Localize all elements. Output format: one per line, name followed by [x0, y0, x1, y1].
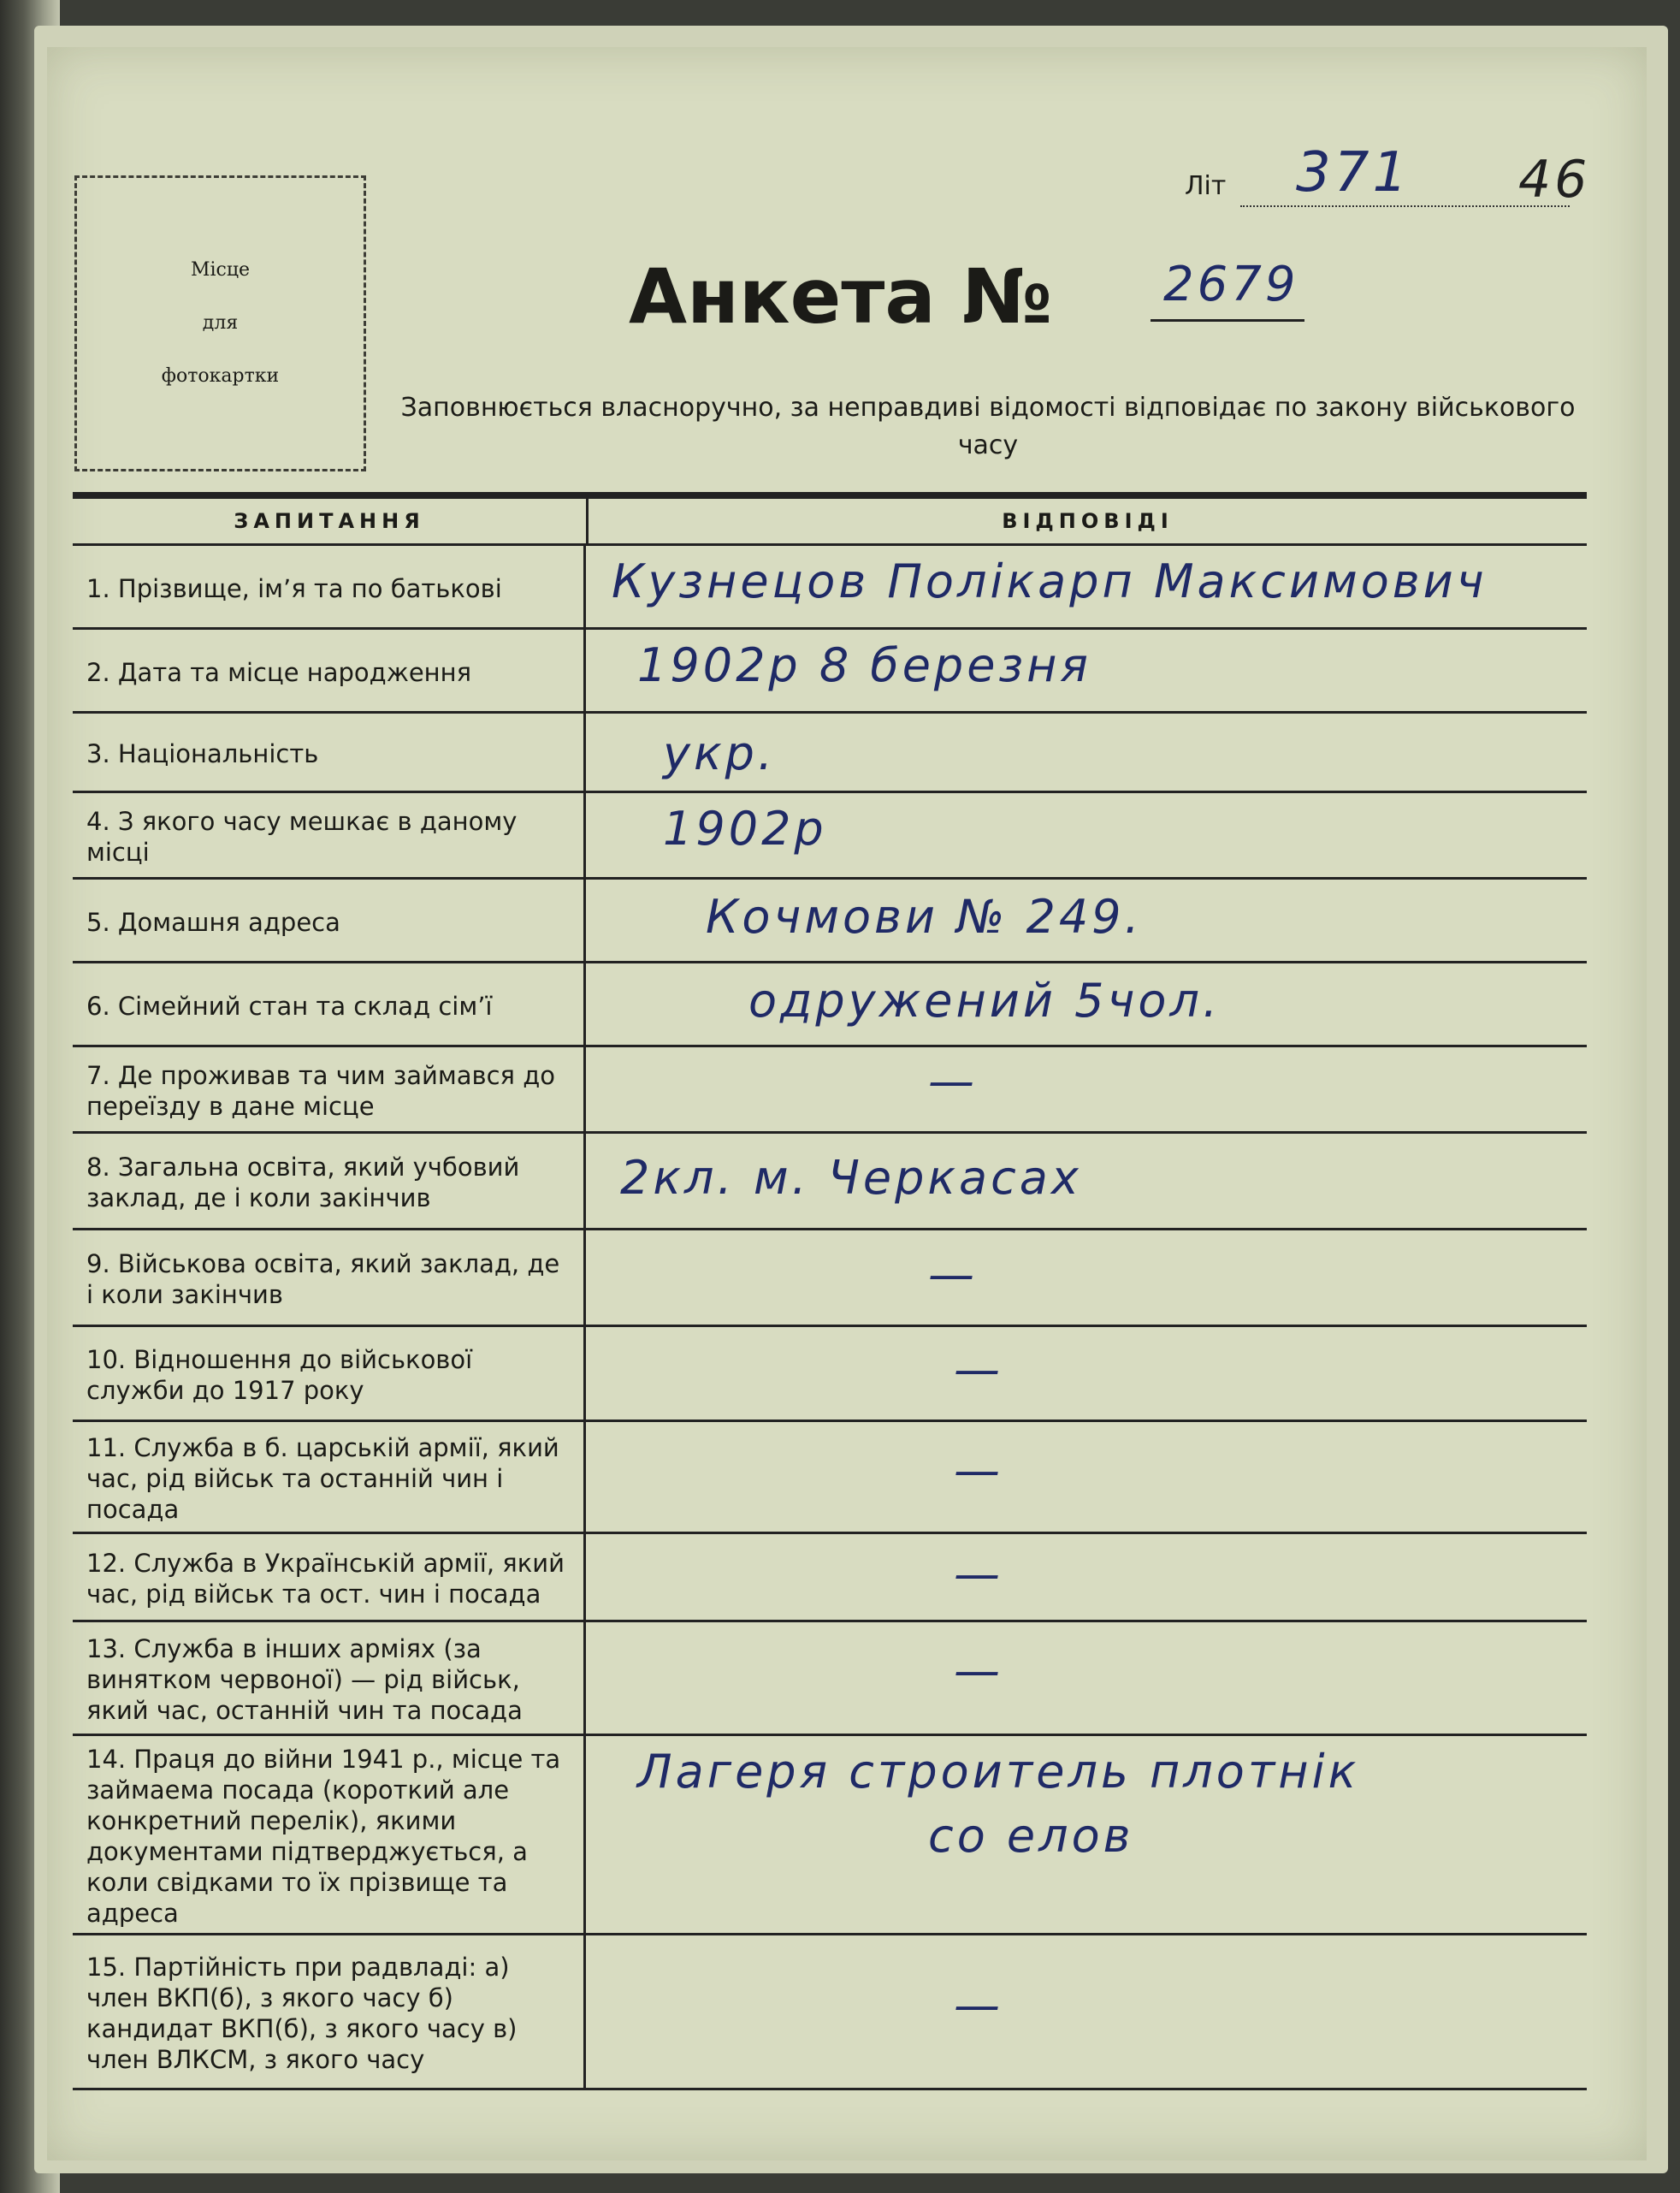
answer-text: 1902р [663, 802, 827, 856]
questionnaire-page [47, 47, 1647, 2160]
question-cell: 4. З якого часу мешкає в даному місці [73, 793, 586, 877]
question-cell: 2. Дата та місце народження [73, 630, 586, 711]
question-cell: 12. Служба в Українській армії, який час, рід військ та ост. чин і посада [73, 1534, 586, 1620]
table-row [73, 1230, 1587, 1327]
question-cell: 10. Відношення до військової служби до 1917 року [73, 1327, 586, 1420]
table-row [73, 1134, 1587, 1230]
answer-text: — [954, 1443, 1003, 1497]
form-number: 2679 [1163, 257, 1299, 312]
answer-text: 1902р 8 березня [637, 638, 1091, 692]
form-number-underline [1151, 319, 1304, 322]
header-questions: ЗАПИТАННЯ [73, 499, 589, 543]
answer-text: — [928, 1248, 978, 1301]
table-row [73, 1736, 1587, 1935]
answer-text: — [954, 1978, 1003, 2032]
table-header [73, 499, 1587, 546]
question-cell: 15. Партійність при радвладі: а) член ВКП(б), з якого часу б) кандидат ВКП(б), з якого часу в) член ВЛКСМ, з якого часу [73, 1935, 586, 2088]
answer-cell [586, 630, 1587, 711]
table-row [73, 1622, 1587, 1736]
question-cell: 8. Загальна освіта, який учбовий заклад, де і коли закінчив [73, 1134, 586, 1228]
table-row [73, 1327, 1587, 1422]
question-cell: 11. Служба в б. царській армії, який час, рід військ та останній чин і посада [73, 1422, 586, 1532]
question-cell: 13. Служба в інших арміях (за винятком червоної) — рід військ, який час, останній чин та посада [73, 1622, 586, 1734]
lit-label: Літ [1185, 171, 1227, 201]
table-row [73, 793, 1587, 880]
table-row [73, 630, 1587, 714]
answer-text-line2: со елов [928, 1809, 1134, 1863]
questionnaire-table [73, 492, 1587, 2090]
answer-cell [586, 793, 1587, 877]
question-cell: 7. Де проживав та чим займався до переїзду в дане місце [73, 1047, 586, 1131]
form-title: Анкета № [629, 252, 1053, 341]
lit-handwritten-number-2: 46 [1518, 150, 1591, 210]
photo-box-line3: фотокартки [161, 365, 280, 387]
answer-cell [586, 1534, 1587, 1620]
question-cell: 14. Праця до війни 1941 р., місце та займаема посада (короткий але конкретний перелік), якими документами підтверджується, а коли свідками то їх прізвище та адреса [73, 1736, 586, 1933]
answer-text: одружений 5чол. [748, 974, 1222, 1028]
question-cell: 3. Національність [73, 714, 586, 791]
table-row [73, 963, 1587, 1047]
question-cell: 5. Домашня адреса [73, 880, 586, 961]
answer-cell [586, 963, 1587, 1045]
photo-placeholder-box [74, 175, 366, 471]
answer-text: укр. [663, 726, 777, 780]
answer-text: — [928, 1054, 978, 1108]
answer-text: Кузнецов Полікарп Максимович [612, 554, 1488, 608]
table-row [73, 1534, 1587, 1622]
table-row [73, 880, 1587, 963]
question-cell: 9. Військова освіта, який заклад, де і коли закінчив [73, 1230, 586, 1325]
answer-cell [586, 1230, 1587, 1325]
table-top-rule [73, 492, 1587, 499]
form-subtitle: Заповнюється власноручно, за неправдиві відомості відповідає по закону військового часу [400, 393, 1576, 460]
header-answers: ВІДПОВІДІ [1002, 509, 1174, 533]
answer-cell [586, 1047, 1587, 1131]
answer-cell [586, 714, 1587, 791]
answer-cell [586, 1622, 1587, 1734]
question-cell: 1. Прізвище, ім’я та по батькові [73, 546, 586, 627]
table-row [73, 714, 1587, 793]
answer-cell [586, 1422, 1587, 1532]
lit-handwritten-number: 371 [1296, 141, 1411, 204]
question-cell: 6. Сімейний стан та склад сім’ї [73, 963, 586, 1045]
answer-text: — [954, 1644, 1003, 1698]
answer-cell [586, 1736, 1587, 1933]
answer-cell [586, 1935, 1587, 2088]
answer-cell [586, 546, 1587, 627]
table-row [73, 1935, 1587, 2090]
table-row [73, 1047, 1587, 1134]
answer-cell [586, 1134, 1587, 1228]
photo-box-line2: для [202, 312, 239, 334]
table-row [73, 1422, 1587, 1534]
answer-text: Лагеря строитель плотнік [637, 1745, 1360, 1799]
answer-text: 2кл. м. Черкасах [620, 1151, 1082, 1205]
answer-cell [586, 1327, 1587, 1420]
answer-text: — [954, 1342, 1003, 1396]
answer-text: Кочмови № 249. [706, 890, 1143, 944]
answer-text: — [954, 1547, 1003, 1601]
photo-box-line1: Місце [190, 259, 251, 281]
answer-cell [586, 880, 1587, 961]
table-row [73, 546, 1587, 630]
